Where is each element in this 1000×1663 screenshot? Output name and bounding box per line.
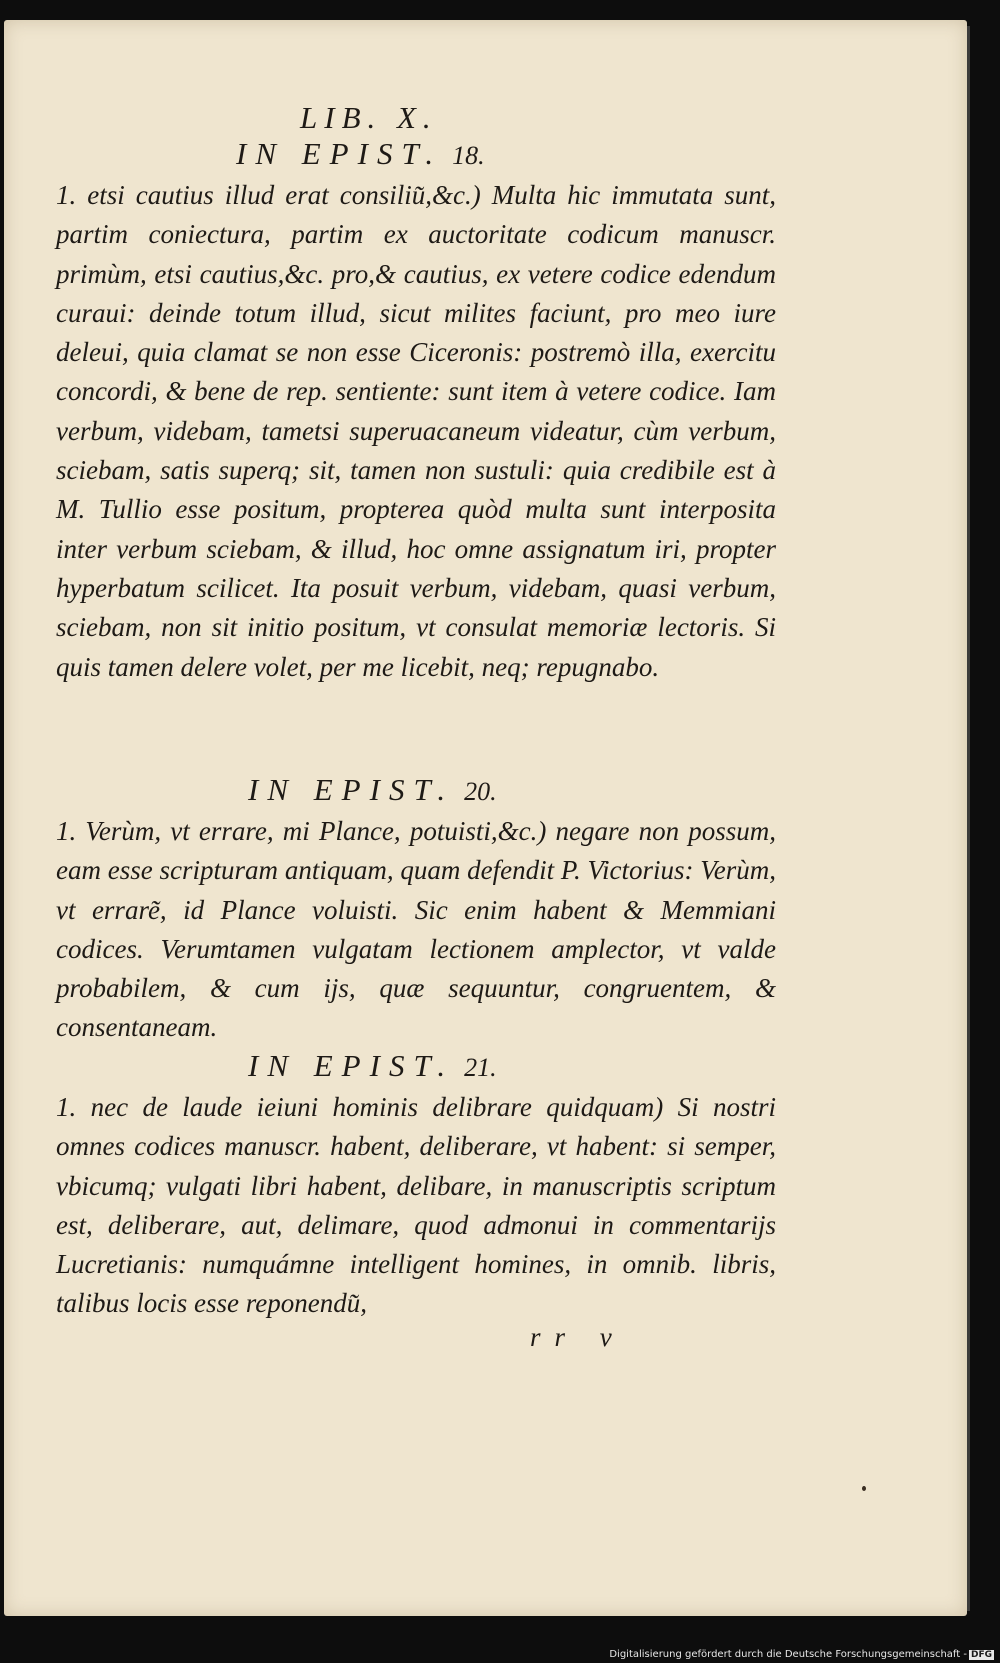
section-heading-18 xyxy=(236,136,485,172)
heading-label: IN EPIST. xyxy=(236,136,443,171)
section-text-18: 1. etsi cautius illud erat consiliu͂,&c.) Multa hic immutata sunt, partim coniectura, partim ex auctoritate codicum manuscr. primùm, etsi cautius,&c. pro,& cautius, ex vetere codice edendum curaui: deinde totum illud, sicut milites faciunt, pro meo iure deleui, quia clamat se non esse Ciceronis: postremò illa, exercitu concordi, & bene de rep. sentiente: sunt item à vetere codice. Iam verbum, videbam, tametsi superuacaneum videatur, cùm verbum, sciebam, satis superq; sit, tamen non sustuli: quia credibile est à M. Tullio esse positum, propterea quòd multa sunt interposita inter verbum sciebam, & illud, hoc omne assignatum iri, propter hyperbatum scilicet. Ita posuit verbum, videbam, quasi verbum, sciebam, non sit initio positum, vt consulat memoriæ lectoris. Si quis tamen delere volet, per me licebit, neq; repugnabo. xyxy=(56,180,776,682)
heading-number: 20. xyxy=(464,777,497,806)
dfg-logo: DFG xyxy=(970,1650,992,1660)
page-edge xyxy=(967,26,970,1611)
heading-label: IN EPIST. xyxy=(248,772,455,807)
section-heading-20 xyxy=(248,772,497,808)
heading-number: 21. xyxy=(464,1053,497,1082)
section-text-20: 1. Verùm, vt errare, mi Plance, potuisti,&c.) negare non possum, eam esse scripturam antiquam, quam defendit P. Victorius: Verùm, vt errare͂, id Plance voluisti. Sic enim habent & Memmiani codices. Verumtamen vulgatam lectionem amplector, vt valde probabilem, & cum ijs, quæ sequuntur, congruentem, & consentaneam. xyxy=(56,816,776,1043)
section-text-21: 1. nec de laude ieiuni hominis delibrare quidquam) Si nostri omnes codices manuscr. habent, deliberare, vt habent: si semper, vbicumq; vulgati libri habent, delibare, in manuscriptis scriptum est, deliberare, aut, delimare, quod admonui in commentarijs Lucretianis: numquámne intelligent homines, in omnib. libris, talibus locis esse reponendu͂, xyxy=(56,1092,776,1319)
running-head: LIB. X. xyxy=(300,100,438,135)
section-heading-21 xyxy=(248,1048,497,1084)
digitization-credit xyxy=(609,1649,994,1660)
signature-mark: rr v xyxy=(530,1322,626,1352)
heading-number: 18. xyxy=(452,141,485,170)
paper-speck xyxy=(862,1486,866,1491)
credit-text: Digitalisierung gefördert durch die Deutsche Forschungsgemeinschaft - xyxy=(609,1649,967,1660)
heading-label: IN EPIST. xyxy=(248,1048,455,1083)
